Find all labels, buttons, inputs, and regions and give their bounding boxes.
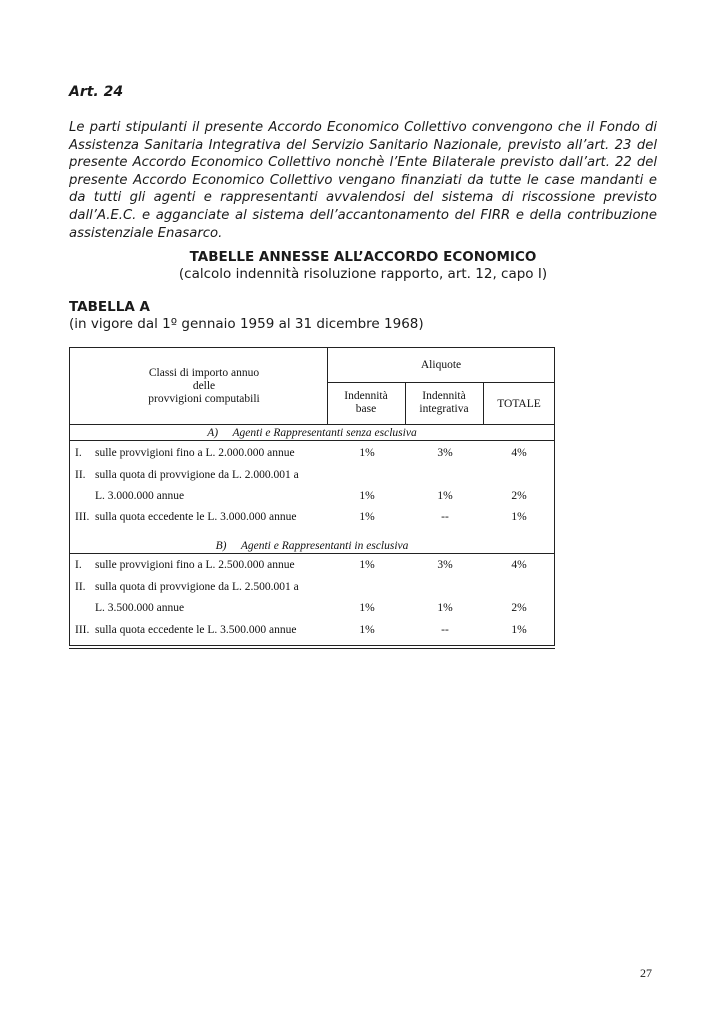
header-classes: Classi di importo annuo delle provvigioni computabili [148, 367, 260, 405]
rates-table: Classi di importo annuo delle provvigioni computabili Aliquote Indennità base Indennità integrativa TOTALE A) Agenti e Rappresentanti senza esclusiva I. sulle provvigioni fino a L. 2.000.000 annue 1% 3% 4% II. sulla quota di provvigione da L. 2.000.001 a L. 3.000.000 annue 1% 1% 2% III. sulla quota eccedente le L. 3.000.000 annue 1% -- 1% B) Agenti e Rappresentanti in esclusiva I. sulle provvigioni fino a L. 2.500.000 annue 1% 3% 4% II. sulla quota di provvigione da L. 2.500.001 a L. 3.500.000 annue 1% 1% 2% III. sulla quota eccedente le L. 3.500.000 annue 1% -- 1% [69, 347, 555, 649]
aliquote-underline [327, 382, 555, 383]
annex-title: TABELLE ANNESSE ALL’ACCORDO ECONOMICO [189, 249, 537, 265]
section-b-rule [69, 553, 555, 554]
header-col-base: Indennità base [344, 390, 388, 415]
section-b-title: B) Agenti e Rappresentanti in esclusiva [215, 540, 409, 552]
article-body: Le parti stipulanti il presente Accordo Economico Collettivo convengono che il Fondo di Assistenza Sanitaria Integrativa del Servizio Sanitario Nazionale, previsto all’art. 23 del presente Accordo Economico Collettivo nonchè l’Ente Bilaterale previsto dall’art. 22 del presente Accordo Economico Collettivo vengano finanziati da tutte le case mandanti e da tutti gli agenti e rappresentanti avvalendosi del sistema di riscossione previsto dall’A.E.C. e agganciate al sistema dell’accantonamento del FIRR e della contribuzione assistenziale Enasarco. [69, 120, 657, 241]
header-aliquote: Aliquote [420, 359, 462, 371]
article-heading: Art. 24 [69, 84, 124, 100]
table-bottom-double-rule [69, 648, 555, 649]
table-title: TABELLA A [69, 299, 150, 315]
page-number: 27 [640, 966, 652, 980]
annex-subtitle: (calcolo indennità risoluzione rapporto, art. 12, capo I) [178, 266, 548, 282]
section-a-rule [69, 440, 555, 441]
header-col-integrativa: Indennità integrativa [419, 390, 469, 415]
section-a-title: A) Agenti e Rappresentanti senza esclusiva [207, 427, 417, 439]
header-bottom-rule [69, 424, 555, 425]
header-col-totale: TOTALE [497, 398, 541, 410]
table-period: (in vigore dal 1º gennaio 1959 al 31 dicembre 1968) [69, 316, 424, 332]
